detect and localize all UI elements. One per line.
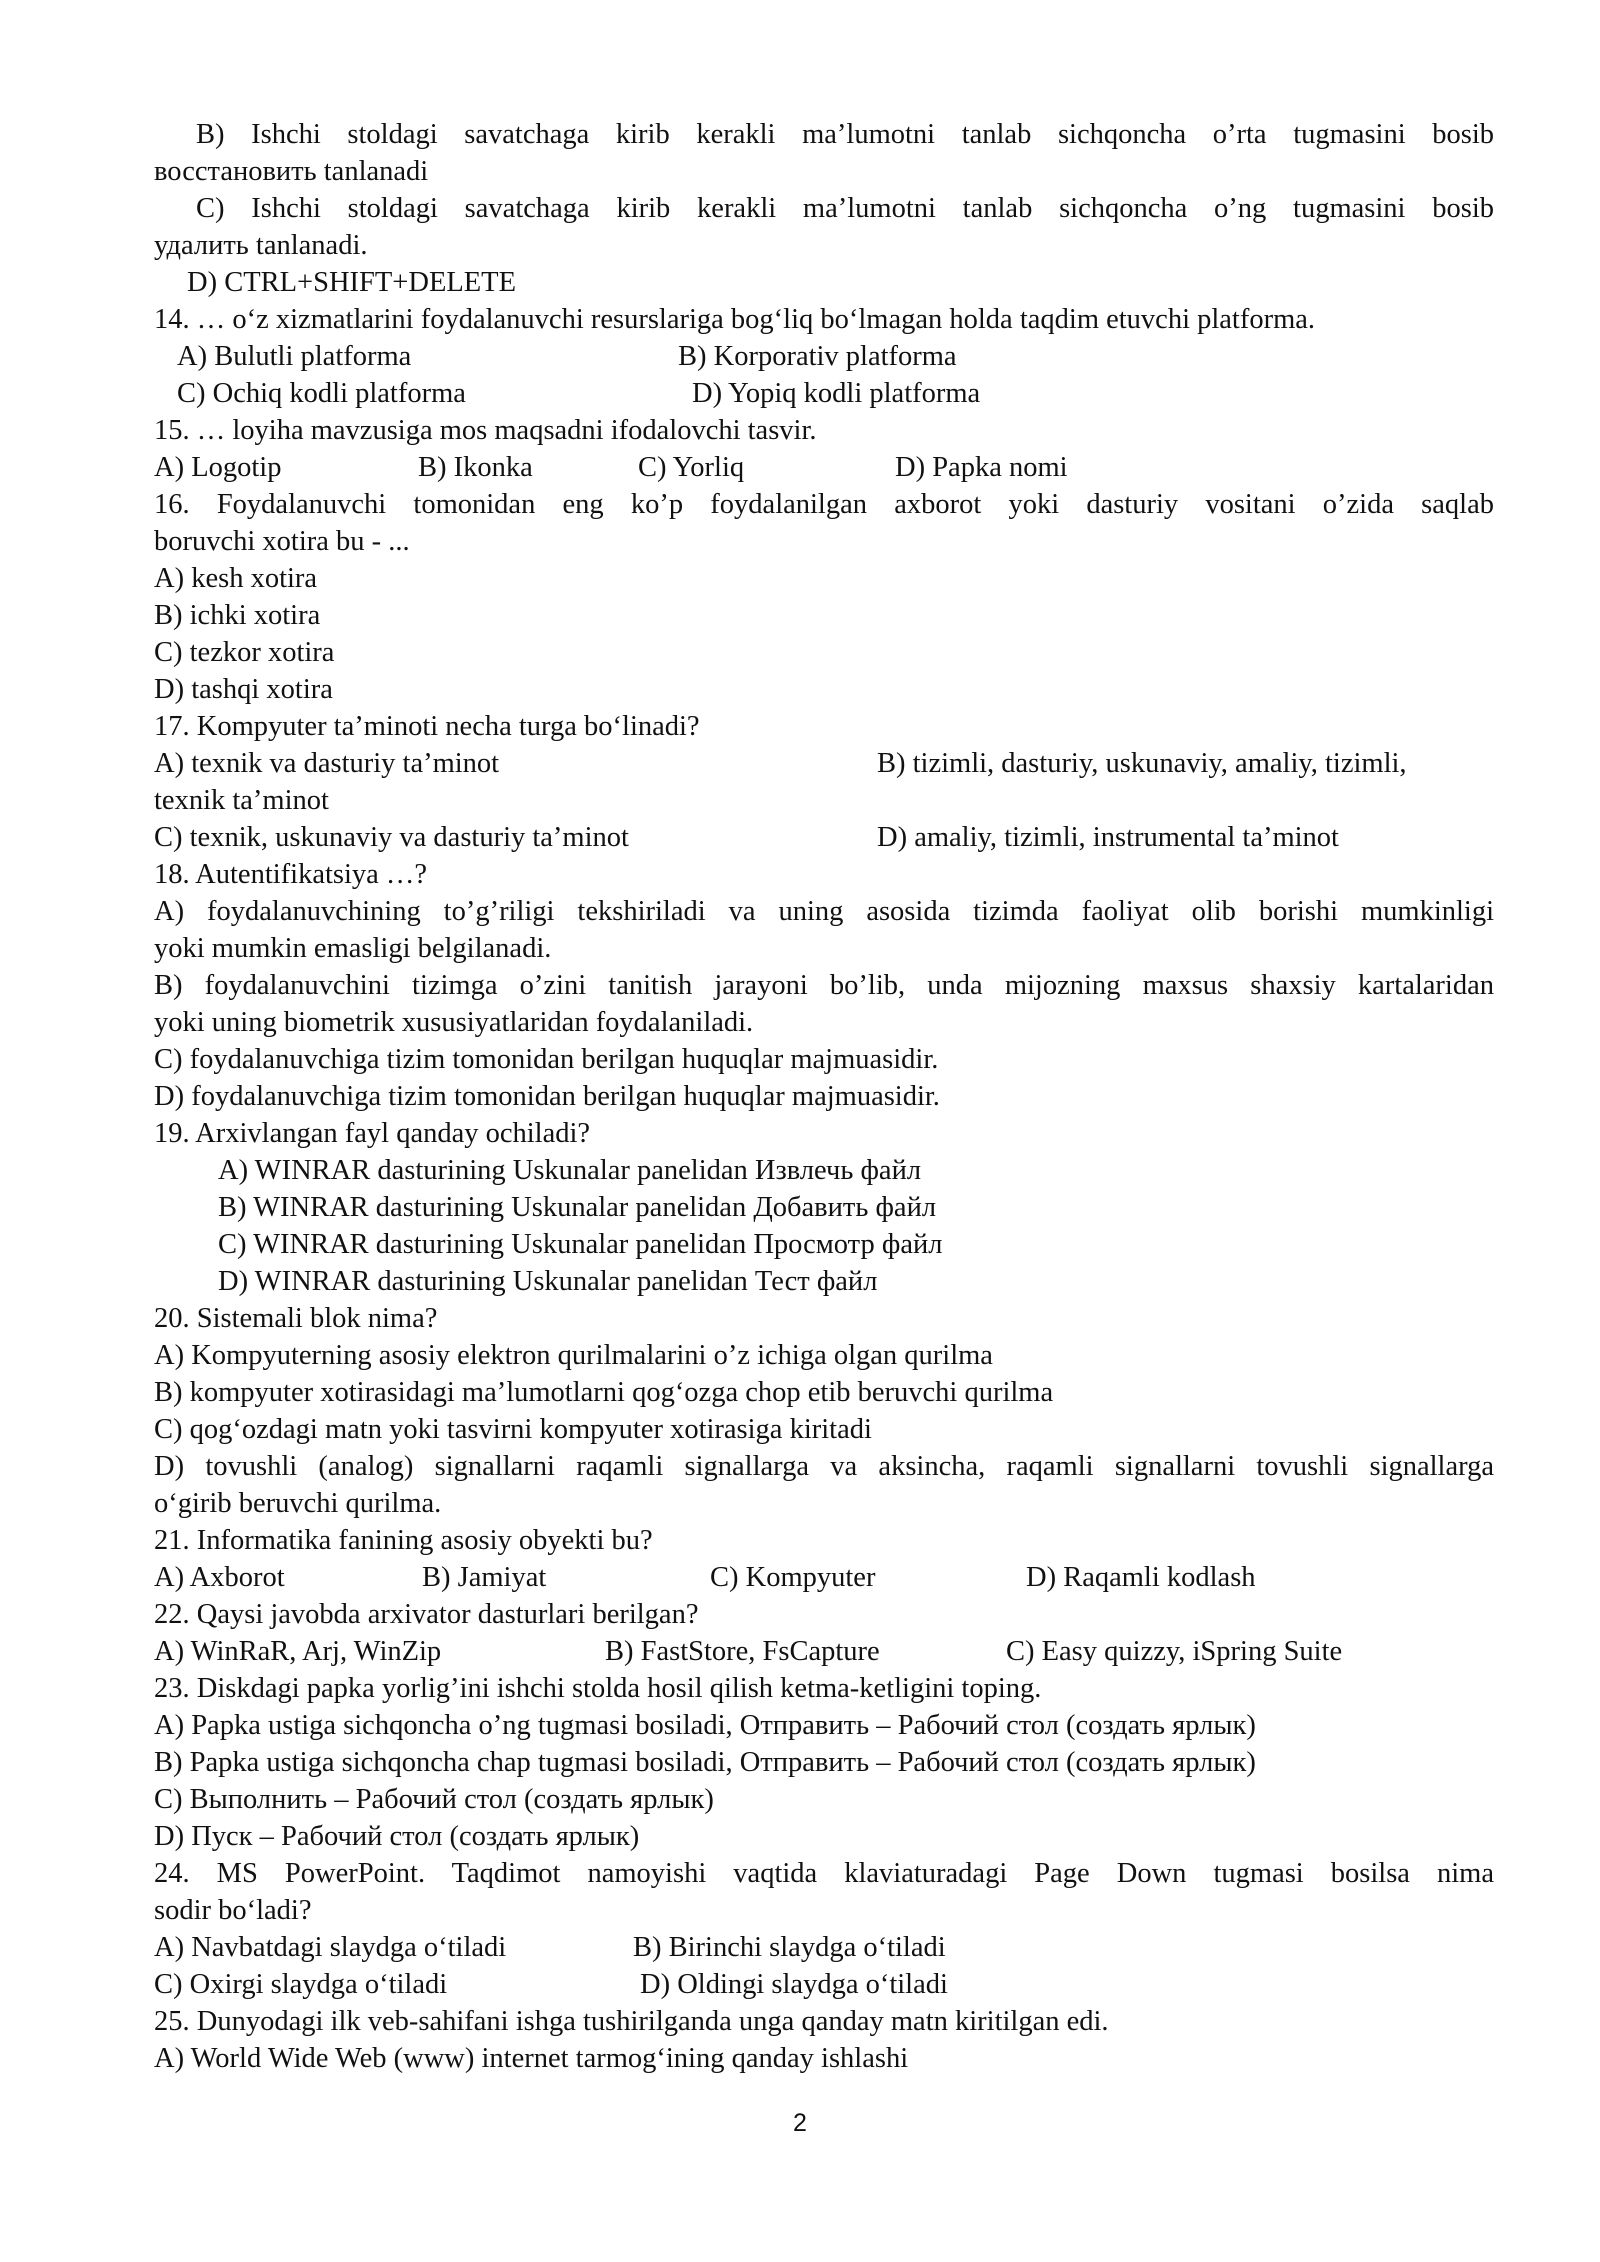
question-15: 15. … loyiha mavzusiga mos maqsadni ifodalovchi tasvir.	[154, 415, 817, 446]
q19-option-b: B) WINRAR dasturining Uskunalar panelidan Добавить файл	[218, 1192, 937, 1223]
question-22-options	[154, 1633, 1494, 1670]
q13-option-c-line-1: C) Ishchi stoldagi savatchaga kirib kerakli ma’lumotni tanlab sichqoncha o’ng tugmasini bosib	[196, 193, 1494, 224]
q14-option-d: D) Yopiq kodli platforma	[692, 378, 981, 409]
q15-option-a: A) Logotip	[154, 452, 282, 483]
q15-option-b: B) Ikonka	[418, 452, 533, 483]
q20-option-d-line-2: o‘girib beruvchi qurilma.	[154, 1488, 442, 1519]
question-24-line-2: sodir bo‘ladi?	[154, 1895, 312, 1926]
q18-option-b-line-2: yoki uning biometrik xususiyatlaridan foydalaniladi.	[154, 1007, 754, 1038]
q17-option-b-line-2: texnik ta’minot	[154, 785, 329, 816]
page-number: 2	[793, 2109, 807, 2137]
question-20: 20. Sistemali blok nima?	[154, 1303, 438, 1334]
q13-option-b-line-2: восстановить tanlanadi	[154, 156, 429, 187]
q18-option-c: C) foydalanuvchiga tizim tomonidan berilgan huquqlar majmuasidir.	[154, 1044, 939, 1075]
q18-option-d: D) foydalanuvchiga tizim tomonidan berilgan huquqlar majmuasidir.	[154, 1081, 940, 1112]
q15-option-d: D) Papka nomi	[895, 452, 1068, 483]
q18-option-b-line-1: B) foydalanuvchini tizimga o’zini tanitish jarayoni bo’lib, unda mijozning maxsus shaxsiy kartalaridan	[154, 970, 1494, 1001]
q22-option-c: C) Easy quizzy, iSpring Suite	[1006, 1636, 1343, 1667]
question-14: 14. … o‘z xizmatlarini foydalanuvchi resurslariga bog‘liq bo‘lmagan holda taqdim etuvchi platforma.	[154, 304, 1316, 335]
q21-option-d: D) Raqamli kodlash	[1026, 1562, 1256, 1593]
question-21: 21. Informatika fanining asosiy obyekti bu?	[154, 1525, 653, 1556]
q17-option-a: A) texnik va dasturiy ta’minot	[154, 748, 500, 779]
q22-option-b: B) FastStore, FsCapture	[605, 1636, 880, 1667]
q17-option-d: D) amaliy, tizimli, instrumental ta’minot	[877, 822, 1339, 853]
question-16-line-1: 16. Foydalanuvchi tomonidan eng ko’p foydalanilgan axborot yoki dasturiy vositani o’zida saqlab	[154, 489, 1494, 520]
q13-option-c-line-2: удалить tanlanadi.	[154, 230, 368, 261]
q17-option-b: B) tizimli, dasturiy, uskunaviy, amaliy, tizimli,	[877, 748, 1407, 779]
question-18: 18. Autentifikatsiya …?	[154, 859, 428, 890]
q21-option-a: A) Axborot	[154, 1562, 285, 1593]
q23-option-b: B) Papka ustiga sichqoncha chap tugmasi bosiladi, Отправить – Рабочий стол (создать ярлык)	[154, 1747, 1256, 1778]
q14-option-b: B) Korporativ platforma	[678, 341, 957, 372]
q20-option-b: B) kompyuter xotirasidagi ma’lumotlarni qog‘ozga chop etib beruvchi qurilma	[154, 1377, 1054, 1408]
q19-option-c: C) WINRAR dasturining Uskunalar panelidan Просмотр файл	[218, 1229, 943, 1260]
question-24-line-1: 24. MS PowerPoint. Taqdimot namoyishi vaqtida klaviaturadagi Page Down tugmasi bosilsa nima	[154, 1858, 1494, 1889]
q24-option-a: A) Navbatdagi slaydga o‘tiladi	[154, 1932, 507, 1963]
q16-option-d: D) tashqi xotira	[154, 674, 333, 705]
q24-option-d: D) Oldingi slaydga o‘tiladi	[640, 1969, 948, 2000]
q25-option-a: A) World Wide Web (www) internet tarmog‘ining qanday ishlashi	[154, 2043, 909, 2074]
q17-option-c: C) texnik, uskunaviy va dasturiy ta’minot	[154, 822, 629, 853]
question-14-options-row-1	[154, 338, 1494, 375]
q21-option-c: C) Kompyuter	[710, 1562, 876, 1593]
q14-option-a: A) Bulutli platforma	[177, 341, 412, 372]
q16-option-a: A) kesh xotira	[154, 563, 318, 594]
question-15-options	[154, 449, 1494, 486]
q22-option-a: A) WinRaR, Arj, WinZip	[154, 1636, 442, 1667]
q19-option-a: A) WINRAR dasturining Uskunalar panelidan Извлечь файл	[218, 1155, 922, 1186]
question-17-options-row-1	[154, 745, 1494, 782]
question-16-line-2: boruvchi xotira bu - ...	[154, 526, 410, 557]
q18-option-a-line-2: yoki mumkin emasligi belgilanadi.	[154, 933, 552, 964]
q16-option-b: B) ichki xotira	[154, 600, 321, 631]
question-19: 19. Arxivlangan fayl qanday ochiladi?	[154, 1118, 591, 1149]
q24-option-c: C) Oxirgi slaydga o‘tiladi	[154, 1969, 448, 2000]
question-24-options-row-1	[154, 1929, 1494, 1966]
question-17-options-row-2	[154, 819, 1494, 856]
question-14-options-row-2	[154, 375, 1494, 412]
q19-option-d: D) WINRAR dasturining Uskunalar panelidan Тест файл	[218, 1266, 878, 1297]
q13-option-d: D) CTRL+SHIFT+DELETE	[187, 267, 516, 298]
q23-option-a: A) Papka ustiga sichqoncha o’ng tugmasi bosiladi, Отправить – Рабочий стол (создать ярлык)	[154, 1710, 1256, 1741]
q15-option-c: C) Yorliq	[638, 452, 745, 483]
q13-option-b-line-1: B) Ishchi stoldagi savatchaga kirib kerakli ma’lumotni tanlab sichqoncha o’rta tugmasini bosib	[196, 119, 1494, 150]
q24-option-b: B) Birinchi slaydga o‘tiladi	[633, 1932, 946, 1963]
q20-option-a: A) Kompyuterning asosiy elektron qurilmalarini o’z ichiga olgan qurilma	[154, 1340, 993, 1371]
question-24-options-row-2	[154, 1966, 1494, 2003]
q23-option-c: C) Выполнить – Рабочий стол (создать ярлык)	[154, 1784, 714, 1815]
q16-option-c: C) tezkor xotira	[154, 637, 335, 668]
q20-option-c: C) qog‘ozdagi matn yoki tasvirni kompyuter xotirasiga kiritadi	[154, 1414, 872, 1445]
q23-option-d: D) Пуск – Рабочий стол (создать ярлык)	[154, 1821, 640, 1852]
question-22: 22. Qaysi javobda arxivator dasturlari berilgan?	[154, 1599, 699, 1630]
question-23: 23. Diskdagi papka yorlig’ini ishchi stolda hosil qilish ketma-ketligini toping.	[154, 1673, 1042, 1704]
q18-option-a-line-1: A) foydalanuvchining to’g’riligi tekshiriladi va uning asosida tizimda faoliyat olib borishi mumkinligi	[154, 896, 1494, 927]
q21-option-b: B) Jamiyat	[422, 1562, 547, 1593]
q14-option-c: C) Ochiq kodli platforma	[177, 378, 466, 409]
question-21-options	[154, 1559, 1494, 1596]
question-17: 17. Kompyuter ta’minoti necha turga bo‘linadi?	[154, 711, 700, 742]
q20-option-d-line-1: D) tovushli (analog) signallarni raqamli signallarga va aksincha, raqamli signallarni tovushli signallarga	[154, 1451, 1494, 1482]
question-25: 25. Dunyodagi ilk veb-sahifani ishga tushirilganda unga qanday matn kiritilgan edi.	[154, 2006, 1109, 2037]
